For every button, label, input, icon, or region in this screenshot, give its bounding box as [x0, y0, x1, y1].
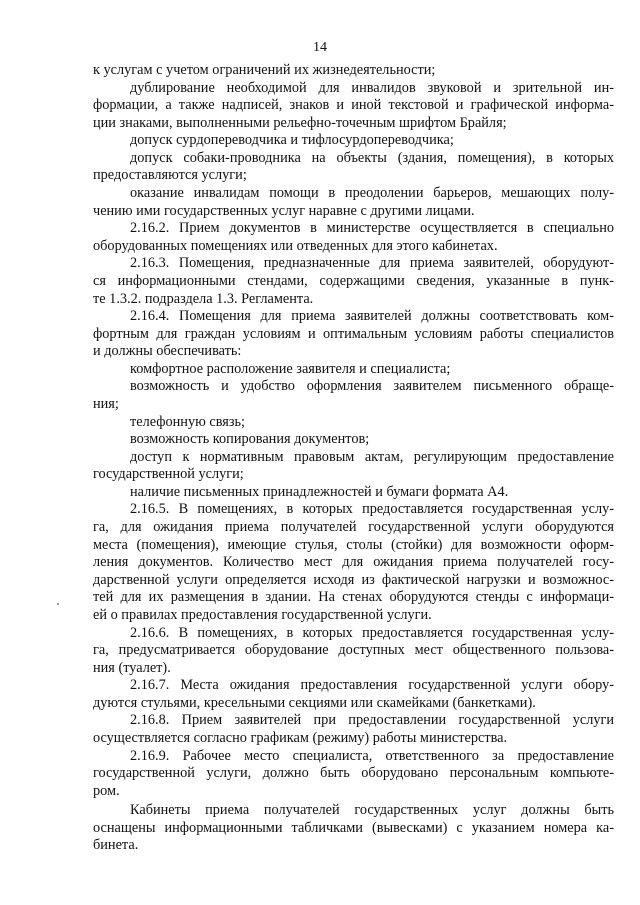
text-line: доступ к нормативным правовым актам, регулирующим предоставление: [130, 448, 614, 465]
text-line: ции знаками, выполненными рельефно-точечным шрифтом Брайля;: [93, 114, 507, 131]
text-line: ей о правилах предоставления государственной услуги.: [93, 606, 432, 623]
text-line: дарственной услуги определяется исходя из фактической нагрузки и возможнос-: [93, 571, 614, 588]
text-line: дублирование необходимой для инвалидов звуковой и зрительной ин-: [130, 79, 614, 96]
text-line: допуск сурдопереводчика и тифлосурдопереводчика;: [130, 132, 454, 149]
text-line: телефонную связь;: [130, 413, 245, 430]
text-line: к услугам с учетом ограничений их жизнедеятельности;: [93, 62, 436, 78]
text-line: 2.16.9. Рабочее место специалиста, ответственного за предоставление: [130, 747, 614, 764]
text-line: комфортное расположение заявителя и специалиста;: [130, 360, 451, 377]
text-line: возможность копирования документов;: [130, 431, 370, 448]
text-line: ся информационными стендами, содержащими сведения, указанные в пунк-: [93, 272, 614, 289]
document-body: [93, 62, 614, 855]
text-line: и должны обеспечивать:: [93, 343, 242, 360]
text-line: 2.16.7. Места ожидания предоставления государственной услуги обору-: [130, 677, 614, 694]
text-line: те 1.3.2. подраздела 1.3. Регламента.: [93, 290, 314, 307]
text-line: тей для их размещения в здании. На стенах оборудуются стенды с информаци-: [93, 589, 614, 606]
text-line: осуществляется согласно графикам (режиму) работы министерства.: [93, 729, 508, 746]
text-line: бинета.: [93, 837, 139, 854]
page-number: 14: [313, 40, 327, 55]
text-line: государственной услуги;: [93, 466, 244, 483]
text-line: ния (туалет).: [93, 659, 171, 676]
text-line: ром.: [93, 782, 120, 799]
text-line: формации, а также надписей, знаков и иной текстовой и графической информа-: [93, 97, 614, 114]
text-line: ния;: [93, 395, 119, 412]
text-line: 2.16.4. Помещения для приема заявителей должны соответствовать ком-: [130, 308, 614, 325]
text-line: возможность и удобство оформления заявителем письменного обраще-: [130, 378, 614, 395]
text-line: га, для ожидания приема получателей государственной услуги оборудуются: [93, 519, 614, 536]
text-line: 2.16.3. Помещения, предназначенные для приема заявителей, оборудуют-: [130, 255, 614, 272]
text-line: ления документов. Количество мест для ожидания приема получателей госу-: [93, 554, 614, 571]
text-line: фортным для граждан условиям и оптимальным условиям работы специалистов: [93, 325, 614, 342]
text-line: га, предусматривается оборудование доступных мест общественного пользова-: [93, 642, 614, 659]
text-line: 2.16.5. В помещениях, в которых предоставляется государственная услу-: [130, 501, 614, 518]
text-line: 2.16.8. Прием заявителей при предоставлении государственной услуги: [130, 712, 614, 729]
text-line: оказание инвалидам помощи в преодолении барьеров, мешающих полу-: [130, 185, 614, 202]
text-line: места (помещения), имеющие стулья, столы (стойки) для возможности оформ-: [93, 536, 614, 553]
text-line: предоставляются услуги;: [93, 167, 247, 184]
text-line: дуются стульями, кресельными секциями или скамейками (банкетками).: [93, 694, 536, 711]
text-line: наличие письменных принадлежностей и бумаги формата А4.: [130, 483, 509, 500]
text-line: 2.16.2. Прием документов в министерстве осуществляется в специально: [130, 220, 614, 237]
text-line: 2.16.6. В помещениях, в которых предоставляется государственная услу-: [130, 624, 614, 641]
text-line: государственной услуги, должно быть оборудовано персональным компьюте-: [93, 765, 614, 782]
text-line: допуск собаки-проводника на объекты (здания, помещения), в которых: [130, 149, 614, 166]
text-line: Кабинеты приема получателей государственных услуг должны быть: [130, 802, 614, 819]
scan-speck: [57, 603, 59, 605]
text-line: чению ими государственных услуг наравне с другими лицами.: [93, 202, 475, 219]
text-line: оснащены информационными табличками (вывесками) с указанием номера ка-: [93, 819, 614, 836]
text-line: оборудованных помещениях или отведенных для этого кабинетах.: [93, 237, 498, 254]
